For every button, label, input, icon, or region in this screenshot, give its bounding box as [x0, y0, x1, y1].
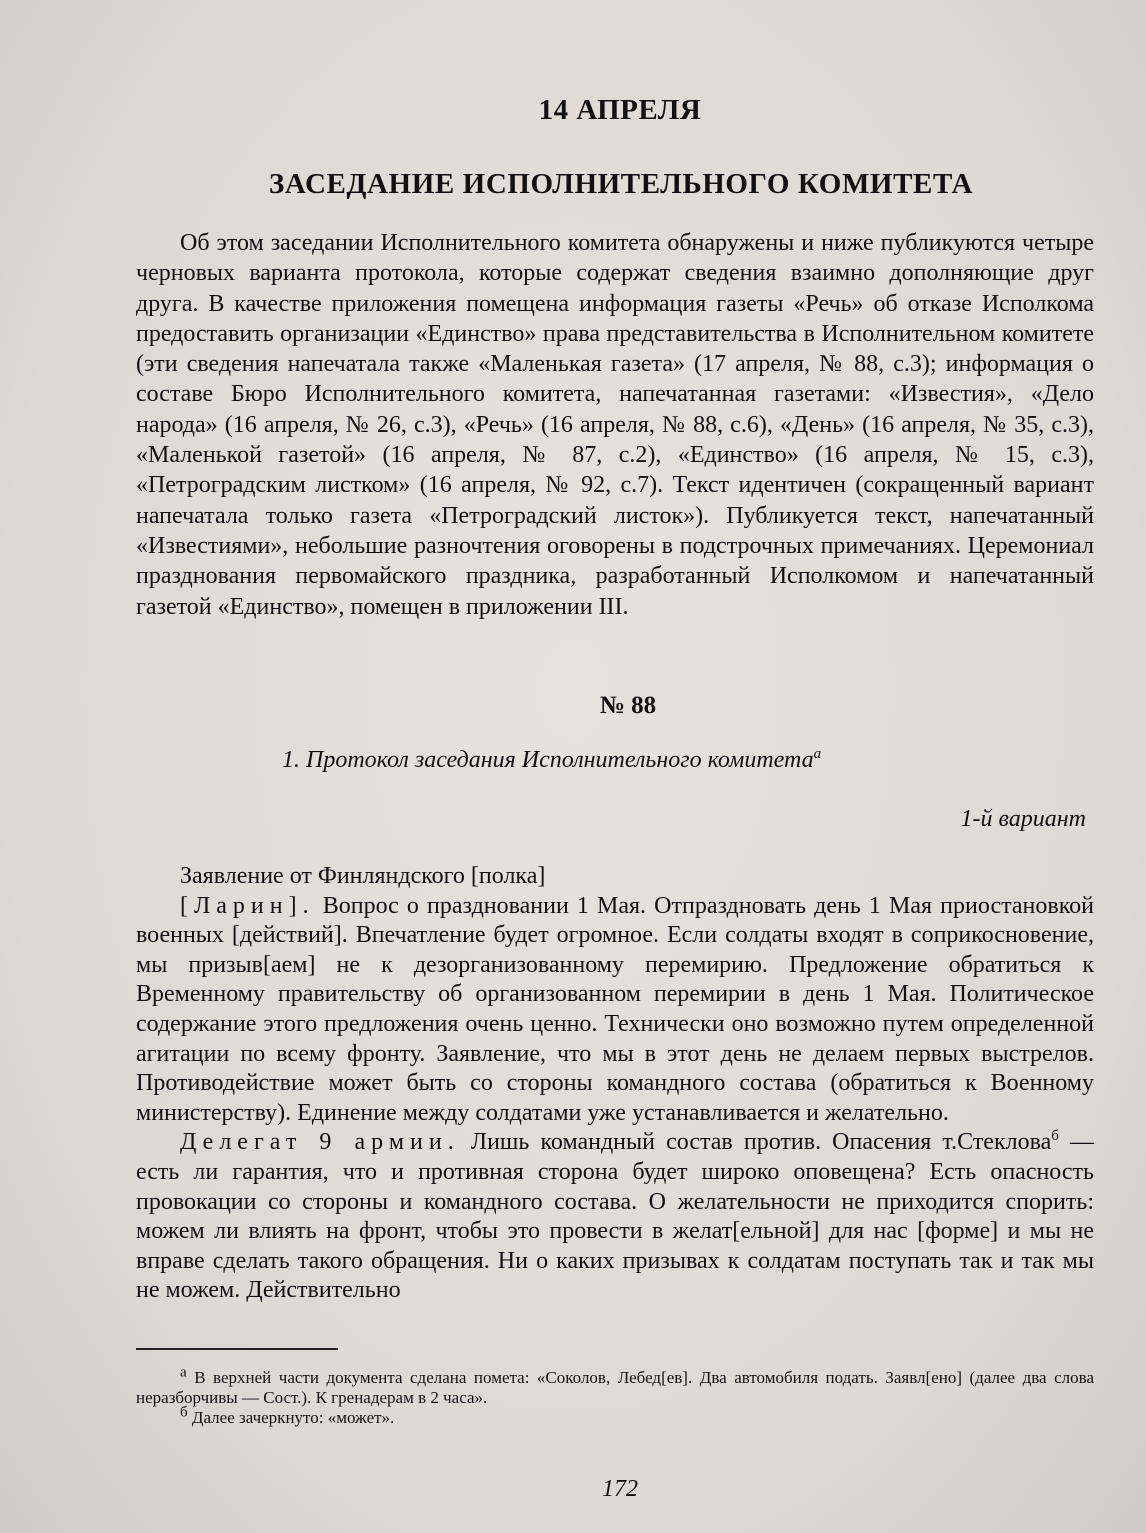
footnote-ref-b: б [1051, 1128, 1059, 1145]
footnote-b [136, 1404, 1094, 1428]
speech-delegate-text-1: Лишь командный состав против. Опасения т.Стеклова [459, 1129, 1052, 1156]
footnote-b-text: Далее зачеркнуто: «может». [187, 1408, 395, 1427]
section-title: ЗАСЕДАНИЕ ИСПОЛНИТЕЛЬНОГО КОМИТЕТА [268, 168, 974, 200]
speech-delegate [136, 1128, 1094, 1306]
speaker-delegate: Делегат 9 армии. [180, 1129, 460, 1156]
footnote-ref-a: а [813, 746, 822, 762]
document-title-line [282, 747, 821, 774]
footnote-b-mark: б [180, 1404, 188, 1421]
footnotes [136, 1364, 1094, 1428]
document-number: № 88 [599, 692, 657, 719]
footnote-divider [136, 1348, 338, 1350]
speech-delegate-text-2: — есть ли гарантия, что и противная сторона будет широко оповещена? Есть опасность провокации со стороны и командного состава. О желательности не приходится спорить: можем ли влиять на фронт, чтобы это провести в желат[ельной] для нас [форме] и мы не вправе сделать такого обращения. Ни о каких призывах к солдатам поступать так и так мы не можем. Действительно [136, 1129, 1095, 1304]
statement-line: Заявление от Финляндского [полка] [180, 863, 546, 889]
footnote-a-text: В верхней части документа сделана помета: «Соколов, Лебед[ев]. Два автомобиля подать. Заявл[ено] (далее два слова неразборчивы — Сост.). К гренадерам в 2 часа». [136, 1368, 1094, 1407]
document-title: 1. Протокол заседания Исполнительного комитета [282, 747, 814, 773]
speaker-larin: [Ларин]. [180, 892, 315, 919]
variant-label: 1-й вариант [960, 806, 1086, 832]
footnote-a [136, 1364, 1094, 1408]
intro-text [136, 228, 1094, 622]
intro-paragraph: Об этом заседании Исполнительного комитета обнаружены и ниже публикуются четыре черновых варианта протокола, которые содержат сведения взаимно дополняющие друг друга. В качестве приложения помещена информация газеты «Речь» об отказе Исполкома предоставить организации «Единство» права представительства в Исполнительном комитете (эти сведения напечатала также «Маленькая газета» (17 апреля, № 88, с.3); информация о составе Бюро Исполнительного комитета, напечатанная газетами: «Известия», «Дело народа» (16 апреля, № 26, с.3), «Речь» (16 апреля, № 88, с.6), «День» (16 апреля, № 35, с.3), «Маленькой газетой» (16 апреля, № 87, с.2), «Единство» (16 апреля, № 15, с.3), «Петроградским листком» (16 апреля, № 92, с.7). Текст идентичен (сокращенный вариант напечатала только газета «Петроградский листок»). Публикуется текст, напечатанный «Известиями», небольшие разночтения оговорены в подстрочных примечаниях. Церемониал празднования первомайского праздника, разработанный Исполкомом и напечатанный газетой «Единство», помещен в приложении III. [136, 230, 1094, 620]
speech-larin-text: Вопрос о праздновании 1 Мая. Отпраздновать день 1 Мая приостановкой военных [действий]. Впечатление будет огромное. Если солдаты входят в соприкосновение, мы призыв[аем] не к дезорганизованному перемирию. Предложение обратиться к Временному правительству об организованном перемирии в день 1 Мая. Политическое содержание этого предложения очень ценно. Технически оно возможно путем определенной агитации по всему фронту. Заявление, что мы в этот день не делаем первых выстрелов. Противодействие может быть со стороны командного состава (обратиться к Военному министерству). Единение между солдатами уже устанавливается и желательно. [136, 892, 1094, 1126]
footnote-a-mark: а [180, 1364, 187, 1381]
date-heading: 14 АПРЕЛЯ [538, 94, 702, 126]
speech-larin [136, 892, 1094, 1129]
page-number: 172 [602, 1476, 638, 1502]
protocol-text [136, 862, 1094, 1306]
